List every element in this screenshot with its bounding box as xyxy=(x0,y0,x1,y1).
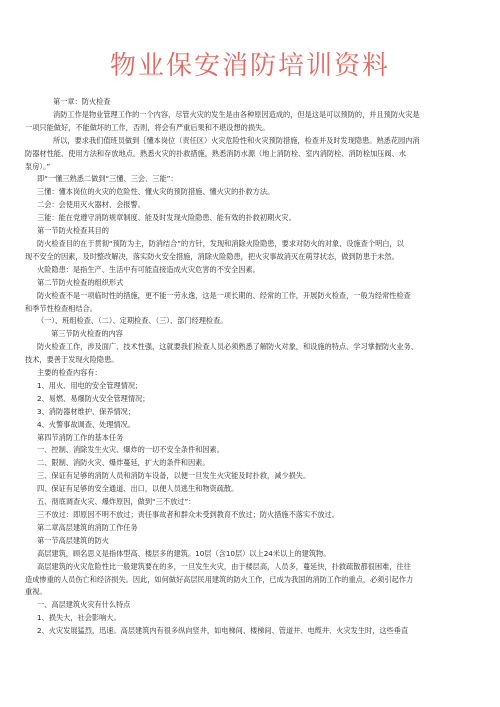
paragraph-line: 技术，要善于发现火险隐患。 xyxy=(25,355,119,365)
paragraph-line: 重视。 xyxy=(25,587,47,597)
paragraph-line: 一项只能做好，不能做坏的工作，否则，将会有严重后果和不堪设想的损失。 xyxy=(25,122,270,132)
list-item: 2、易燃、易爆防火安全管理情况； xyxy=(37,393,150,403)
paragraph-line: 现不安全的因素，及时整改解决，落实防火安全措施，消除火险隐患，把火灾事故消灭在萌芽状态，做到防患于未然。 xyxy=(25,251,399,261)
paragraph-line: 三懂：懂本岗位的火灾的危险性、懂火灾的预防措施、懂火灾的扑救方法。 xyxy=(37,187,275,197)
paragraph-line: 高层建筑的火灾危险性比一般建筑要在的多，一旦发生火灾，由于楼层高，人员多，蔓延快，扑救疏散都很困难，往往 xyxy=(37,561,411,571)
paragraph-line: （一）、班组检查、（二）、定期检查、（三）、部门经理检查。 xyxy=(37,316,228,326)
paragraph-line: 高层建筑，顾名思义是指体型高、楼层多的建筑。10层（含10层）以上24米以上的建筑物。 xyxy=(37,548,331,558)
list-item: 2、火灾发展猛烈，迅速。高层建筑内有很多纵向竖井，如电梯间、楼梯间、管道井、电缆井、火灾发生时，这些垂直 xyxy=(37,626,409,636)
paragraph-line: 即“一懂三熟悉二做到“三懂、三会、三能”： xyxy=(37,174,178,184)
section-heading: 第四节消防工作的基本任务 xyxy=(37,432,124,442)
paragraph-line: 消防工作是物业管理工作的一个内容，尽管火灾的发生是由各种原因造成的，但是这是可以预防的，并且预防火灾是 xyxy=(53,109,420,119)
paragraph-line: 造成惨重的人员伤亡和经济损失。因此，如何做好高层民用建筑的防火工作，已成为我国的消防工作的重点，必须引起作力 xyxy=(25,574,414,584)
section-heading: 第一节高层建筑的防火 xyxy=(37,535,109,545)
list-item: 3、消防器材维护、保养情况； xyxy=(37,406,136,416)
list-item: 1、用火、用电的安全管理情况； xyxy=(37,380,143,390)
paragraph-line: 三不放过：即原因不明不放过；责任事故者和群众未受到教育不放过；防火措施不落实不放过。 xyxy=(37,510,339,519)
document-body xyxy=(25,96,477,638)
list-item: 五、彻底调查火灾、爆炸原因，做到“三不放过”： xyxy=(37,497,196,507)
list-item: 二、限制、消防火灾、爆炸蔓延，扩大的条件和因素。 xyxy=(37,458,210,468)
paragraph-line: 泵房）。” xyxy=(25,161,51,171)
document-title: 物业保安消防培训资料 xyxy=(109,51,390,81)
chapter-heading: 第一章：防火检查 xyxy=(53,97,111,106)
paragraph-line: 防火检查不是一项临时性的措施，更不能一劳永逸，这是一项长期的、经常的工作，开展防火检查，一般为经常性检查 xyxy=(37,290,411,300)
paragraph-line: 所以，要求我们值班员做到｛懂本岗位（责任区）火灾危险性和火灾预防措施，检查并及时发现隐患。熟悉花园内消 xyxy=(53,135,420,145)
list-item: 一、控制、消除发生火灾、爆炸的一切不安全条件和因素。 xyxy=(37,445,224,455)
subsection-heading: 一、高层建筑火灾有什么特点 xyxy=(37,600,131,610)
section-heading: 第三节防火检查的内容 xyxy=(51,329,123,339)
section-heading: 第二节防火检查的组织形式 xyxy=(37,277,124,287)
paragraph-line: 二会：会使用灭火器材、会报警。 xyxy=(37,200,145,210)
list-item: 四、保证有足够的安全通道、出口，以便人员逃生和物资疏散。 xyxy=(37,484,239,494)
chapter-heading: 第二章高层建筑的消防工作任务 xyxy=(37,522,138,532)
paragraph-line: 火险隐患：是指生产、生活中有可能直接造成火灾危害的不安全因素。 xyxy=(37,264,260,274)
paragraph-line: 防火检查目的在于贯彻“预防为主，防消结合”的方针，发现和消除火险隐患，要求对防火的对象、设施查个明白，以 xyxy=(37,238,404,248)
paragraph-line: 防火检查工作，涉及面广、技术性强，这就要我们检查人员必须熟悉了解防火对象，和设施的特点、学习掌握防火业务、 xyxy=(37,342,418,352)
paragraph-line: 三能：能在党遵守消防规章制度、能及时发现火险隐患、能有效的扑救初期火灾。 xyxy=(37,213,296,223)
paragraph-line: 防器材性能、使用方法和存放地点。熟悉火灾的扑救措施，熟悉消防水源（地上消防栓、室内消防栓、消防栓加压阀、水 xyxy=(25,148,406,158)
list-item: 1、损失大，社会影响大。 xyxy=(37,613,121,623)
paragraph-line: 和季节性检查相结合。 xyxy=(25,303,97,313)
list-item: 4、火警事故调查、处理情况。 xyxy=(37,419,136,429)
paragraph-line: 主要的检查内容有： xyxy=(37,368,102,378)
list-item: 三、保证有足够的消防人员和消防车设备，以便一旦发生火灾能及时扑救，减少损失。 xyxy=(37,471,311,481)
section-heading: 第一节防火检查其目的 xyxy=(37,226,109,236)
